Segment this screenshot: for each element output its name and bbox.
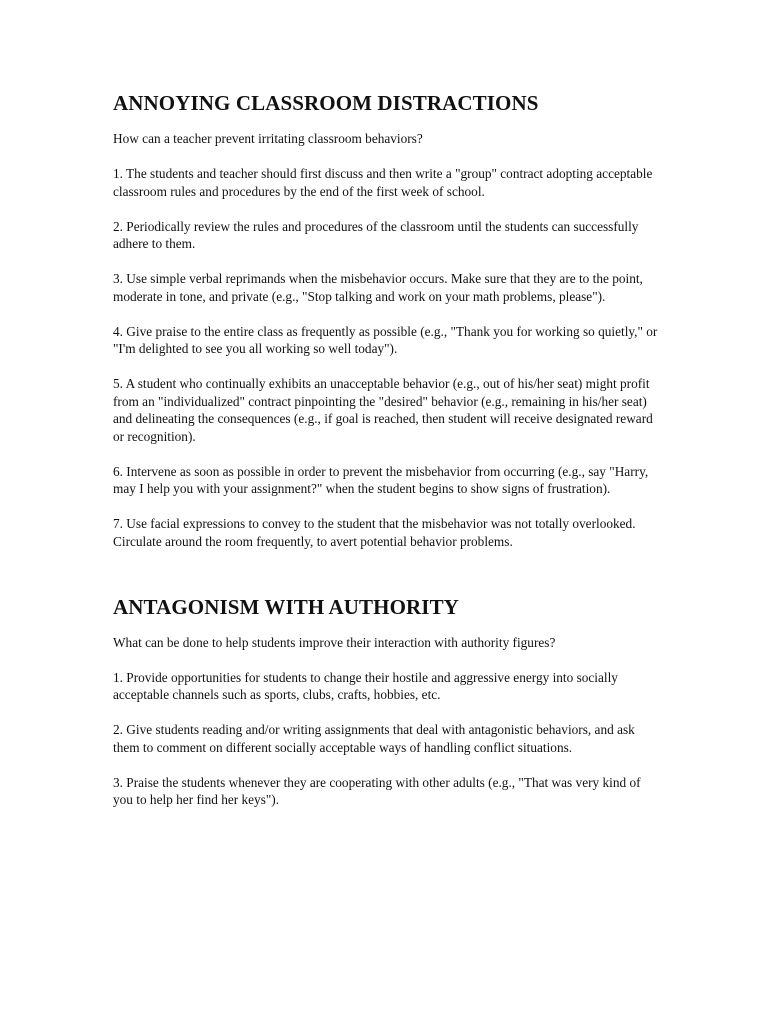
list-item: 5. A student who continually exhibits an unacceptable behavior (e.g., out of his/her seat) might profit from an "individualized" contract pinpointing the "desired" behavior (e.g., remaining in his/her seat) and delineating the consequences (e.g., if goal is reached, then student will receive designated reward or recognition). bbox=[113, 376, 653, 444]
list-item: 3. Praise the students whenever they are cooperating with other adults (e.g., "That was very kind of you to help her find her keys"). bbox=[113, 774, 641, 807]
list-item: 7. Use facial expressions to convey to the student that the misbehavior was not totally overlooked. Circulate around the room frequently, to avert potential behavior problems. bbox=[113, 516, 636, 549]
list-item: 1. Provide opportunities for students to change their hostile and aggressive energy into socially acceptable channels such as sports, clubs, crafts, hobbies, etc. bbox=[113, 669, 618, 702]
section-intro: What can be done to help students improve their interaction with authority figures? bbox=[113, 634, 556, 650]
list-item: 3. Use simple verbal reprimands when the misbehavior occurs. Make sure that they are to the point, moderate in tone, and private (e.g., "Stop talking and work on your math problems, please"). bbox=[113, 271, 643, 304]
section-intro: How can a teacher prevent irritating classroom behaviors? bbox=[113, 131, 423, 146]
list-item: 2. Give students reading and/or writing assignments that deal with antagonistic behaviors, and ask them to comment on different socially acceptable ways of handling conflict situations. bbox=[113, 722, 635, 755]
list-item: 4. Give praise to the entire class as frequently as possible (e.g., "Thank you for working so quietly," or "I'm delighted to see you all working so well today"). bbox=[113, 323, 658, 356]
list-item: 6. Intervene as soon as possible in order to prevent the misbehavior from occurring (e.g., say "Harry, may I help you with your assignment?" when the student begins to show signs of frustration). bbox=[113, 463, 649, 496]
list-item: 2. Periodically review the rules and procedures of the classroom until the students can successfully adhere to them. bbox=[113, 218, 639, 251]
section-antagonism-authority bbox=[113, 594, 658, 809]
section-title: ANTAGONISM WITH AUTHORITY bbox=[113, 594, 459, 619]
section-classroom-distractions bbox=[113, 90, 658, 550]
list-item: 1. The students and teacher should first discuss and then write a "group" contract adopting acceptable classroom rules and procedures by the end of the first week of school. bbox=[113, 166, 653, 199]
section-spacer bbox=[113, 568, 658, 594]
section-title: ANNOYING CLASSROOM DISTRACTIONS bbox=[113, 91, 539, 115]
